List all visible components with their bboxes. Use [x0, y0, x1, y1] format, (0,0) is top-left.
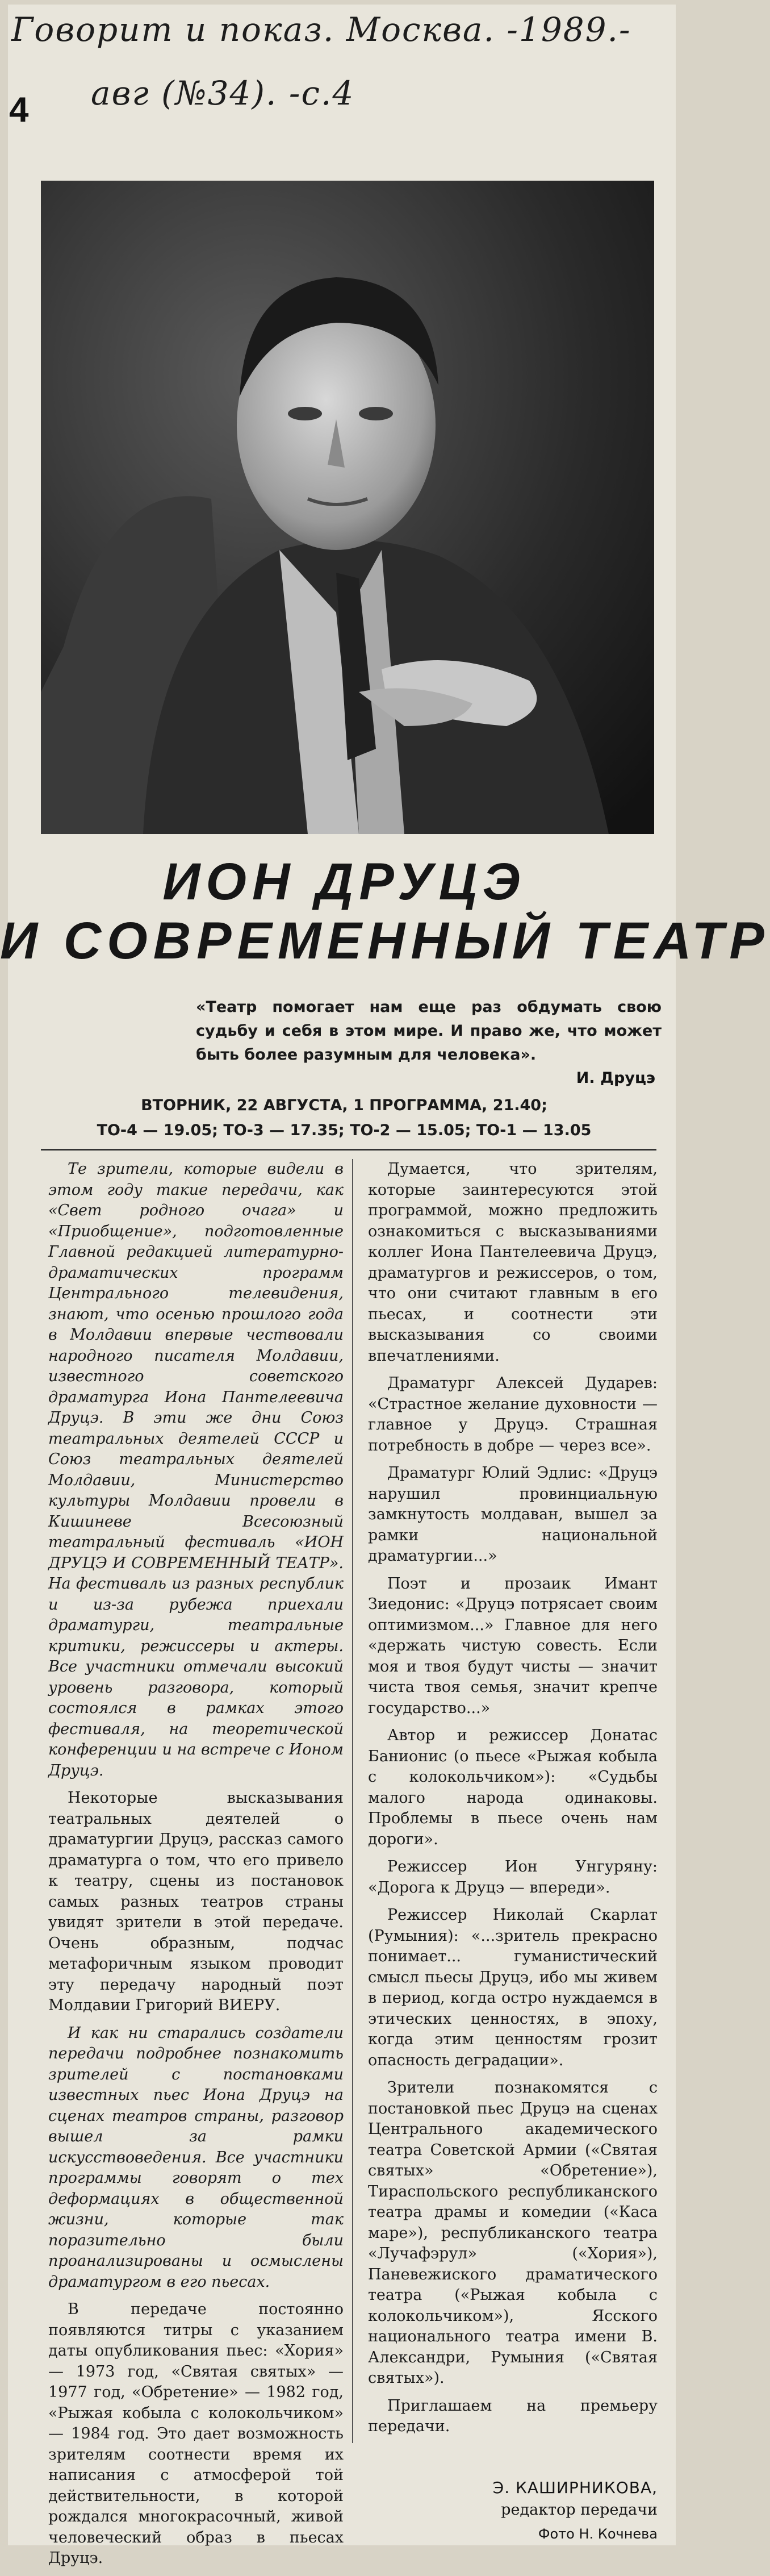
epigraph-author: И. Друцэ: [576, 1069, 655, 1087]
author-signature: Э. КАШИРНИКОВА,: [492, 2478, 658, 2497]
column-divider: [352, 1159, 353, 2443]
handwritten-issue-note: авг (№34). -с.4: [91, 74, 355, 112]
paragraph: Некоторые высказывания театральных деятелей о драматургии Друцэ, рассказ самого драматурга о том, что его привело к театру, сцены из постановок самых разных театров страны увидят зрители в этой передаче. Очень образным, подчас метафоричным языком проводит эту передачу народный поэт Молдавии Григорий ВИЕРУ.: [48, 1789, 344, 2014]
paragraph: И как ни старались создатели передачи подробнее познакомить зрителей с постановками известных пьес Иона Друцэ на сценах театров страны, разговор вышел за рамки искусствоведения. Все участники программы говорят о тех деформациях в общественной жизни, которые так поразительно были проанализированы и осмыслены драматургом в его пьесах.: [48, 2024, 344, 2291]
article-title-line1: ИОН ДРУЦЭ: [162, 853, 526, 911]
epigraph-quote: «Театр помогает нам еще раз обдумать свою судьбу и себя в этом мире. И право же, что может быть более разумным для человека».: [196, 998, 662, 1064]
author-role: редактор передачи: [501, 2501, 658, 2519]
article-title-line2: И СОВРЕМЕННЫЙ ТЕАТР: [0, 912, 770, 970]
header-rule: [41, 1149, 656, 1151]
left-column: [48, 1159, 344, 2576]
paragraph: Драматург Юлий Эдлис: «Друцэ нарушил провинциальную замкнутость молдаван, вышел за рамки национальной драматургии...»: [368, 1464, 658, 1565]
paragraph: В передаче постоянно появляются титры с указанием даты опубликования пьес: «Хория» — 1973 год, «Святая святых» — 1977 год, «Обретение» — 1982 год, «Рыжая кобыла с колокольчиком» — 1984 год. Это дает возможность зрителям соотнести время их написания с атмосферой той действительности, в которой рождался многокрасочный, живой человеческий образ в пьесах Друцэ.: [48, 2300, 344, 2567]
regional-schedule: ТО-4 — 19.05; ТО-3 — 17.35; ТО-2 — 15.05; ТО-1 — 13.05: [97, 1122, 592, 1139]
paragraph: Режиссер Николай Скарлат (Румыния): «...зритель прекрасно понимает... гуманистический смысл пьесы Друцэ, ибо мы живем в период, когда остро нуждаемся в этических ценностях, в эпоху, когда этим ценностям грозит опасность деградации».: [368, 1906, 658, 2069]
paragraph: Зрители познакомятся с постановкой пьес Друцэ на сценах Центрального академического театра Советской Армии («Святая святых» «Обретение»), Тираспольского республиканского театра драмы и комедии («Каса маре»), республиканского театра «Лучафэрул» («Хория»), Паневежиского драматического театра («Рыжая кобыла с колокольчиком»), Ясского национального театра имени В. Александри, Румыния («Святая святых»).: [368, 2079, 658, 2387]
paragraph: Те зрители, которые видели в этом году такие передачи, как «Свет родного очага» и «Приобщение», подготовленные Главной редакцией литературно-драматических программ Центрального телевидения, знают, что осенью прошлого года в Молдавии впервые чествовали народного писателя Молдавии, известного советского драматурга Иона Пантелеевича Друцэ. В эти же дни Союз театральных деятелей СССР и Союз театральных деятелей Молдавии, Министерство культуры Молдавии провели в Кишиневе Всесоюзный театральный фестиваль «ИОН ДРУЦЭ И СОВРЕМЕННЫЙ ТЕАТР». На фестиваль из разных республик и из-за рубежа приехали драматурги, театральные критики, режиссеры и актеры. Все участники отмечали высокий уровень разговора, который состоялся в рамках этого фестиваля, на теоретической конференции и на встрече с Ионом Друцэ.: [48, 1160, 344, 1779]
broadcast-schedule: ВТОРНИК, 22 АВГУСТА, 1 ПРОГРАММА, 21.40;: [141, 1097, 547, 1114]
paragraph: Драматург Алексей Дударев: «Страстное желание духовности — главное у Друцэ. Страшная потребность в добре — через все».: [368, 1374, 658, 1454]
paragraph: Приглашаем на премьеру передачи.: [368, 2396, 658, 2435]
paragraph: Режиссер Ион Унгуряну: «Дорога к Друцэ — впереди».: [368, 1858, 658, 1896]
portrait-photo: [41, 181, 654, 834]
right-column: [368, 1159, 658, 2444]
paragraph: Думается, что зрителям, которые заинтересуются этой программой, можно предложить ознакомиться с высказываниями коллег Иона Пантелеевича Друцэ, драматургов и режиссеров, о том, что они считают главным в его пьесах, и соотнести эти высказывания со своими впечатлениями.: [368, 1160, 658, 1365]
photo-credit: Фото Н. Кочнева: [538, 2526, 658, 2542]
handwritten-source-note: Говорит и показ. Москва. -1989.-: [11, 10, 631, 49]
page-number: 4: [9, 90, 29, 130]
paragraph: Поэт и прозаик Имант Зиедонис: «Друцэ потрясает своим оптимизмом...» Главное для него «держать чистую совесть. Если моя и твоя будут чисты — значит чиста твоя семья, значит крепче государство...»: [368, 1574, 658, 1717]
paragraph: Автор и режиссер Донатас Банионис (о пьесе «Рыжая кобыла с колокольчиком»): «Судьбы малого народа одинаковы. Проблемы в пьесе очень нам дороги».: [368, 1727, 658, 1848]
